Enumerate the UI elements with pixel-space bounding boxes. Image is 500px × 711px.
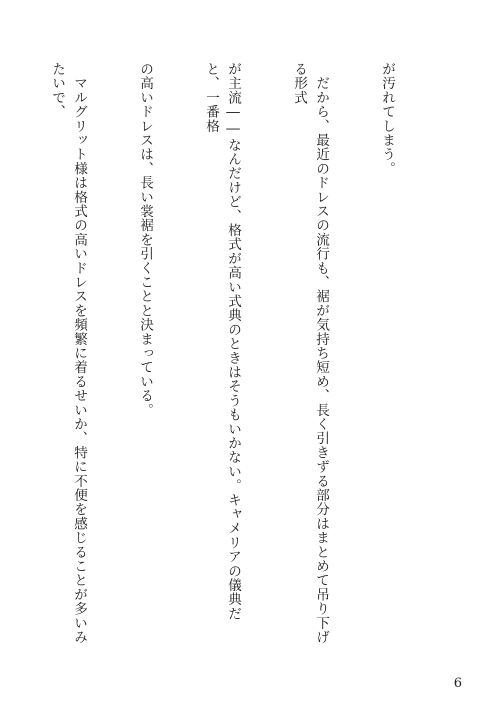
text-line: が汚れてしまう。 — [379, 62, 395, 176]
page-number: 6 — [453, 676, 462, 691]
vertical-text-body — [0, 62, 442, 647]
text-line: の高いドレスは、長い裳裾を引くことと決まっている。 — [137, 62, 153, 417]
text-line: だから、最近のドレスの流行も、裾が気持ち短め、長く引きずる部分はまとめて吊り下げる形式 — [291, 62, 329, 645]
text-line: マルグリット様は格式の高いドレスを頻繁に着るせいか、特に不便を感じることが多いみたいで、 — [49, 62, 87, 645]
text-line — [0, 62, 2, 647]
text-line: が主流――なんだけど、格式が高い式典のときはそうもいかない。キャメリアの儀典だと、一番格 — [203, 62, 241, 621]
